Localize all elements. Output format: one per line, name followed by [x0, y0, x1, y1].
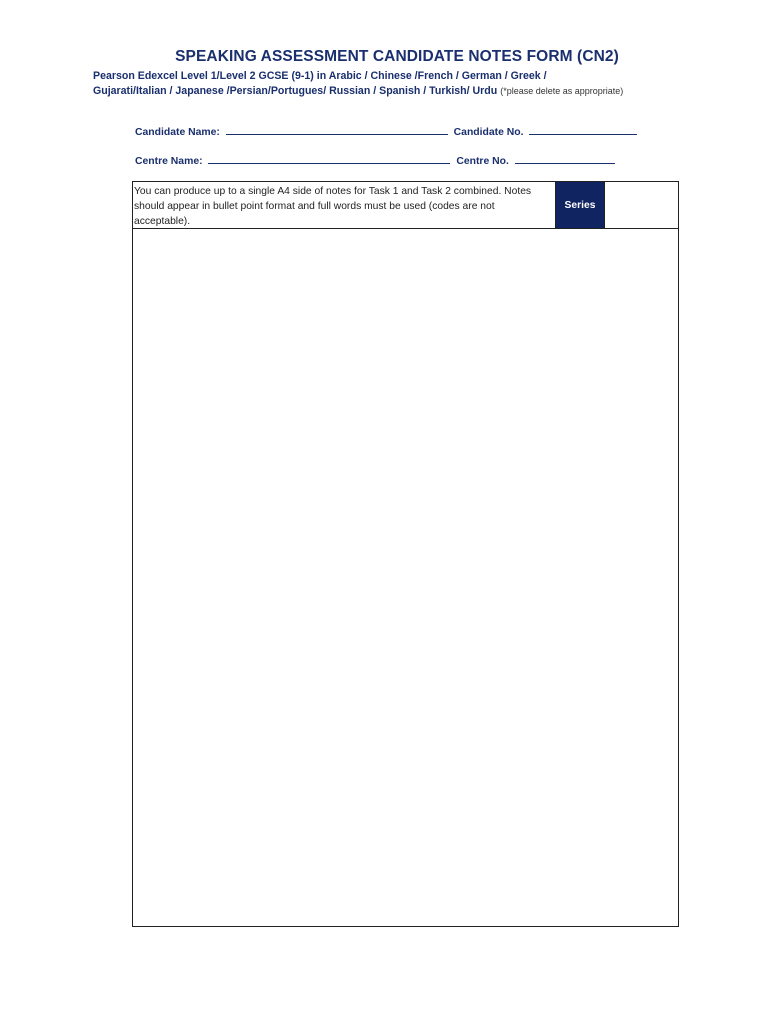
centre-name-field[interactable] — [208, 153, 450, 164]
series-label: Series — [556, 182, 604, 228]
candidate-name-label: Candidate Name: — [135, 127, 220, 138]
centre-name-label: Centre Name: — [135, 156, 203, 167]
candidate-name-field[interactable] — [226, 124, 448, 135]
subtitle-line-1: Pearson Edexcel Level 1/Level 2 GCSE (9-1) in Arabic / Chinese /French / German / Greek / — [93, 70, 547, 82]
centre-details-row — [135, 153, 618, 167]
qualification-subtitle — [93, 69, 653, 99]
centre-no-field[interactable] — [515, 153, 615, 164]
candidate-no-field[interactable] — [529, 124, 637, 135]
candidate-details-row — [135, 124, 640, 138]
notes-writing-area[interactable] — [133, 229, 678, 926]
notes-instructions: You can produce up to a single A4 side of notes for Task 1 and Task 2 combined. Notes should appear in bullet point format and full words must be used (codes are not acceptable). — [133, 182, 556, 228]
form-title: SPEAKING ASSESSMENT CANDIDATE NOTES FORM (CN2) — [175, 48, 619, 65]
series-field[interactable] — [604, 182, 678, 228]
notes-box — [132, 181, 679, 927]
centre-no-label: Centre No. — [456, 156, 509, 167]
candidate-no-label: Candidate No. — [453, 127, 524, 138]
subtitle-line-2: Gujarati/Italian / Japanese /Persian/Portugues/ Russian / Spanish / Turkish/ Urdu — [93, 85, 498, 97]
delete-note: (*please delete as appropriate) — [500, 86, 624, 96]
